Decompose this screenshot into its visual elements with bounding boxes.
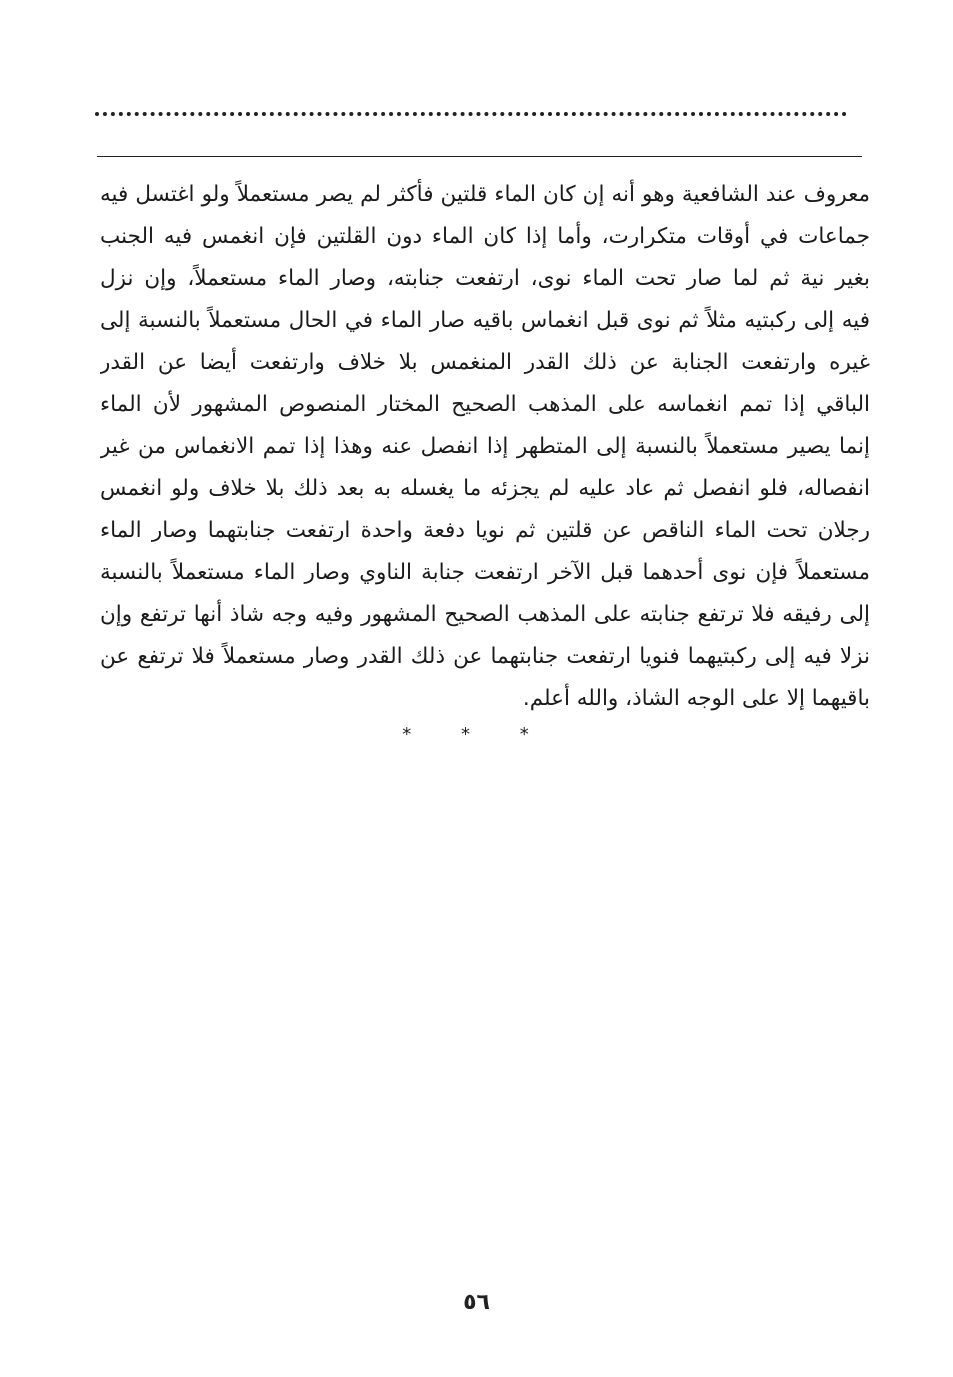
text-line: باقيهما إلا على الوجه الشاذ، والله أعلم. [522, 686, 870, 711]
text-line: الباقي إذا تمم انغماسه على المذهب الصحيح المختار المنصوص المشهور لأن الماء [100, 392, 870, 417]
top-dotted-rule [95, 112, 847, 116]
page-number: ٥٦ [463, 1290, 490, 1315]
text-line: غيره وارتفعت الجنابة عن ذلك القدر المنغمس بلا خلاف وارتفعت أيضا عن القدر [100, 350, 870, 375]
text-line: إلى رفيقه فلا ترتفع جنابته على المذهب الصحيح المشهور وفيه وجه شاذ أنها ترتفع وإن [100, 602, 870, 627]
text-line: انفصاله، فلو انفصل ثم عاد عليه لم يجزئه ما يغسله به بعد ذلك بلا خلاف ولو انغمس [100, 476, 870, 501]
body-paragraph [100, 174, 870, 720]
text-line: جماعات في أوقات متكرارت، وأما إذا كان الماء دون القلتين فإن انغمس فيه الجنب [100, 224, 870, 249]
text-line: إنما يصير مستعملاً بالنسبة إلى المتطهر إذا انفصل عنه وهذا إذا تمم الانغماس من غير [100, 434, 870, 459]
text-line: رجلان تحت الماء الناقص عن قلتين ثم نويا دفعة واحدة ارتفعت جنابتهما وصار الماء [100, 518, 870, 543]
text-line: مستعملاً فإن نوى أحدهما قبل الآخر ارتفعت جنابة الناوي وصار الماء مستعملاً بالنسبة [100, 560, 870, 585]
section-separator: * * * [402, 724, 551, 745]
text-line: بغير نية ثم لما صار تحت الماء نوى، ارتفعت جنابته، وصار الماء مستعملاً، وإن نزل [100, 266, 870, 291]
text-line: نزلا فيه إلى ركبتيهما فنويا ارتفعت جنابتهما عن ذلك القدر وصار مستعملاً فلا ترتفع عن [100, 644, 870, 669]
text-line: فيه إلى ركبتيه مثلاً ثم نوى قبل انغماس باقيه صار الماء في الحال مستعملاً بالنسبة إلى [100, 308, 870, 333]
header-rule [97, 156, 862, 157]
text-line: معروف عند الشافعية وهو أنه إن كان الماء قلتين فأكثر لم يصر مستعملاً ولو اغتسل فيه [100, 182, 870, 207]
